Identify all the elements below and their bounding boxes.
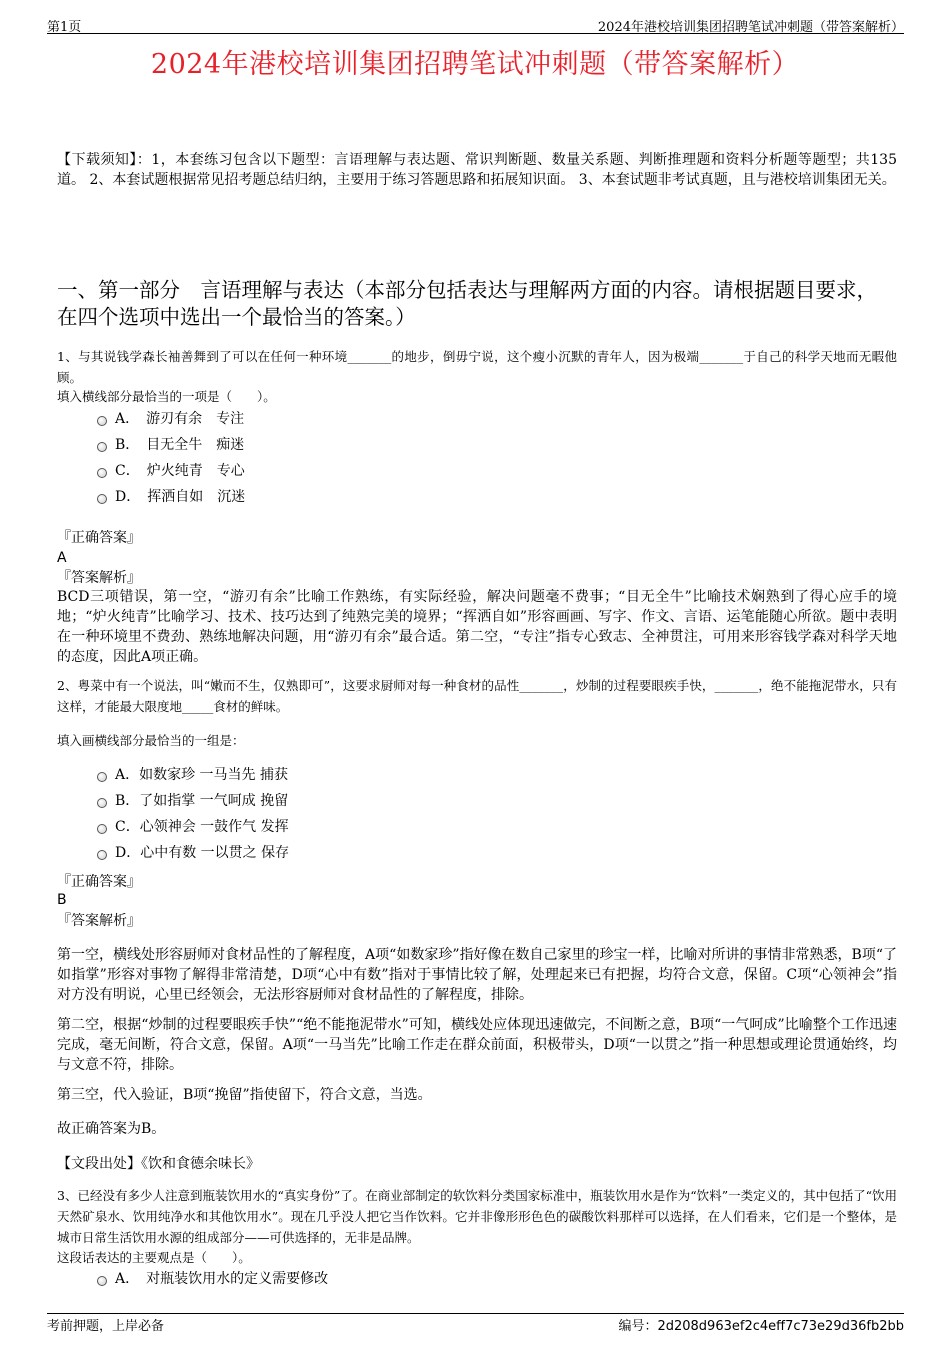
header-rule [47, 33, 904, 34]
radio-icon[interactable] [97, 1276, 107, 1286]
radio-icon[interactable] [97, 468, 107, 478]
q1-analysis-label: 『答案解析』 [57, 570, 141, 586]
option-label: A．如数家珍 一马当先 捕获 [115, 767, 289, 783]
radio-icon[interactable] [97, 494, 107, 504]
option-label: B．了如指掌 一气呵成 挽留 [115, 793, 289, 809]
q2-analysis-p1: 第一空，横线处形容厨师对食材品性的了解程度，A项“如数家珍”指好像在数自己家里的珍宝一样，比喻对所讲的事情非常熟悉，B项“了如指掌”形容对事物了解得非常清楚，D项“心中有数”指对于事情比较了解，处理起来已有把握，均符合文意，保留。C项“心领神会”指对方没有明说，心里已经领会，无法形容厨师对食材品性的了解程度，排除。 [57, 947, 897, 1003]
q2-analysis-label: 『答案解析』 [57, 913, 141, 929]
question-1-prompt: 填入横线部分最恰当的一项是（ ）。 [57, 389, 276, 404]
download-notice: 【下载须知】：1，本套练习包含以下题型：言语理解与表达题、常识判断题、数量关系题、判断推理题和资料分析题等题型；共135道。 2、本套试题根据常见招考题总结归纳，主要用于练习答题思路和拓展知识面。 3、本套试题非考试真题，且与港校培训集团无关。 [57, 152, 897, 188]
radio-icon[interactable] [97, 416, 107, 426]
question-3-prompt: 这段话表达的主要观点是（ ）。 [57, 1250, 251, 1265]
option-label: A． 游刃有余 专注 [115, 411, 245, 427]
option-label: C．心领神会 一鼓作气 发挥 [115, 819, 289, 835]
header-doc-title: 2024年港校培训集团招聘笔试冲刺题（带答案解析） [597, 20, 904, 35]
footer-rule [47, 1313, 904, 1314]
question-2-prompt: 填入画横线部分最恰当的一组是： [57, 733, 245, 748]
radio-icon[interactable] [97, 772, 107, 782]
footer-slogan: 考前押题，上岸必备 [47, 1319, 165, 1334]
q2-analysis-p2: 第二空，根据“炒制的过程要眼疾手快”“绝不能拖泥带水”可知，横线处应体现迅速做完，不间断之意，B项“一气呵成”比喻整个工作迅速完成，毫无间断，符合文意，保留。A项“一马当先”比喻工作走在群众前面，积极带头，D项“一以贯之”指一种思想或理论贯通始终，均与文意不符，排除。 [57, 1017, 897, 1073]
footer-code-label: 编号： [618, 1319, 658, 1334]
section-heading: 一、第一部分 言语理解与表达（本部分包括表达与理解两方面的内容。请根据题目要求，在四个选项中选出一个最恰当的答案。） [57, 278, 877, 329]
q1-option-a[interactable] [97, 409, 244, 429]
option-label: A． 对瓶装饮用水的定义需要修改 [115, 1271, 329, 1287]
q2-option-d[interactable] [97, 843, 289, 863]
option-label: C． 炉火纯青 专心 [115, 463, 245, 479]
q1-answer: A [57, 550, 67, 566]
q1-option-b[interactable] [97, 435, 244, 455]
q2-option-c[interactable] [97, 817, 289, 837]
radio-icon[interactable] [97, 824, 107, 834]
radio-icon[interactable] [97, 442, 107, 452]
q2-analysis-p4: 故正确答案为B。 [57, 1121, 166, 1137]
question-2-stem: 2、粤菜中有一个说法，叫“嫩而不生，仅熟即可”，这要求厨师对每一种食材的品性_______，炒制的过程要眼疾手快，_______，绝不能拖泥带水，只有这样，才能最大限度地_____食材的鲜味。 [57, 678, 897, 714]
q2-analysis-p3: 第三空，代入验证，B项“挽留”指使留下，符合文意，当选。 [57, 1087, 432, 1103]
option-label: D．心中有数 一以贯之 保存 [115, 845, 290, 861]
q2-answer: B [57, 892, 67, 908]
q1-option-c[interactable] [97, 461, 245, 481]
question-1-stem: 1、与其说钱学森长袖善舞到了可以在任何一种环境_______的地步，倒毋宁说，这个瘦小沉默的青年人，因为极端_______于自己的科学天地而无暇他顾。 [57, 349, 897, 385]
footer-code: 2d208d963ef2c4eff7c73e29d36fb2bb [657, 1319, 904, 1334]
radio-icon[interactable] [97, 850, 107, 860]
q1-option-d[interactable] [97, 487, 245, 507]
page-title: 2024年港校培训集团招聘笔试冲刺题（带答案解析） [150, 49, 800, 80]
q1-analysis: BCD三项错误，第一空，“游刃有余”比喻工作熟练，有实际经验，解决问题毫不费事；“目无全牛”比喻技术娴熟到了得心应手的境地；“炉火纯青”比喻学习、技术、技巧达到了纯熟完美的境界；“挥洒自如”形容画画、写字、作文、言语、运笔能随心所欲。题中表明在一种环境里不费劲、熟练地解决问题，用“游刃有余”最合适。第二空，“专注”指专心致志、全神贯注，可用来形容钱学森对科学天地的态度，因此A项正确。 [57, 589, 897, 665]
q2-source: 【文段出处】《饮和食德余味长》 [57, 1156, 260, 1172]
q1-answer-label: 『正确答案』 [57, 530, 141, 546]
question-3-stem: 3、已经没有多少人注意到瓶装饮用水的“真实身份”了。在商业部制定的软饮料分类国家标准中，瓶装饮用水是作为“饮料”一类定义的，其中包括了“饮用天然矿泉水、饮用纯净水和其他饮用水”。现在几乎没人把它当作饮料。它并非像形形色色的碳酸饮料那样可以选择，在人们看来，它们是一个整体，是城市日常生活饮用水源的组成部分——可供选择的，无非是品牌。 [57, 1188, 897, 1245]
q2-option-a[interactable] [97, 765, 288, 785]
option-label: D． 挥洒自如 沉迷 [115, 489, 246, 505]
radio-icon[interactable] [97, 798, 107, 808]
footer-code-block [618, 1315, 904, 1334]
q3-option-a[interactable] [97, 1269, 328, 1289]
option-label: B． 目无全牛 痴迷 [115, 437, 245, 453]
page-number: 第1页 [47, 20, 82, 35]
q2-option-b[interactable] [97, 791, 288, 811]
q2-answer-label: 『正确答案』 [57, 874, 141, 890]
